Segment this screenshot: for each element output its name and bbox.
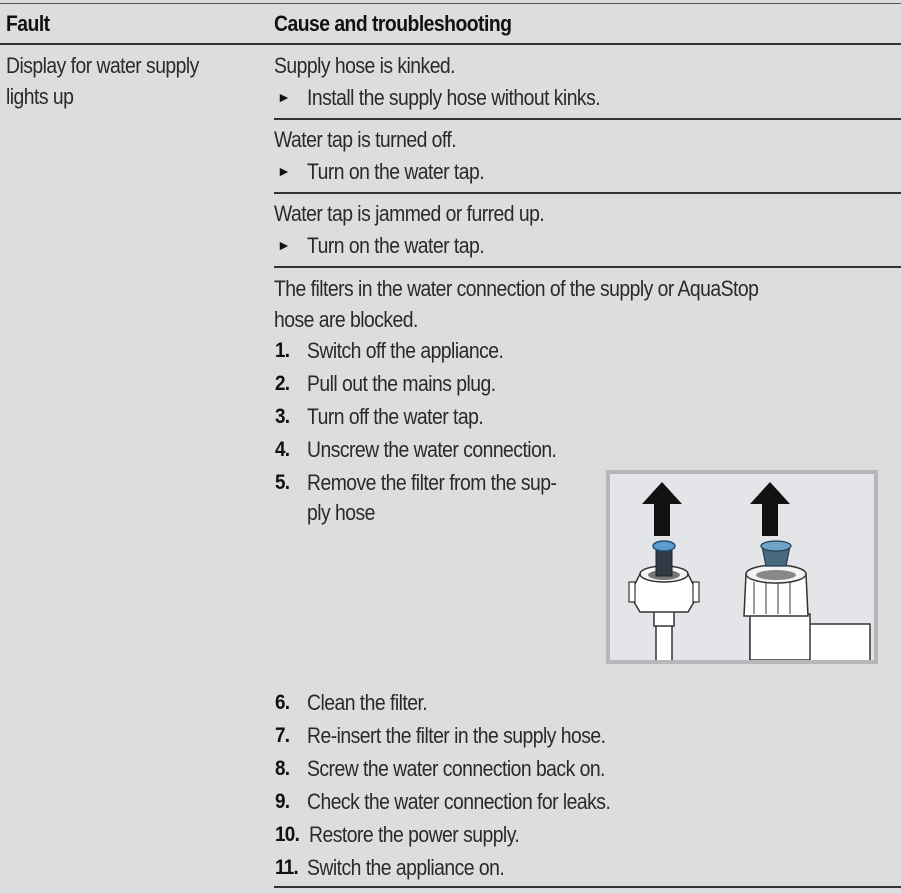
step-number: 1. [275,339,290,362]
step-text: Unscrew the water connection. [307,437,557,462]
bullet-arrow-icon: ► [277,89,291,105]
fault-text-2: lights up [6,84,74,109]
step-number: 7. [275,724,290,747]
cause-4: The filters in the water connection of the supply or AquaStop [274,276,759,301]
table-bottom-rule [274,886,901,888]
cause-3: Water tap is jammed or furred up. [274,201,545,226]
cause-2: Water tap is turned off. [274,127,457,152]
step-number: 5. [275,471,290,494]
step-text: Switch the appliance on. [307,855,505,880]
step-number: 2. [275,372,290,395]
step-number: 9. [275,790,290,813]
step-number: 11. [275,856,299,879]
step-number: 6. [275,691,290,714]
fault-text: Display for water supply [6,53,199,78]
cause-1: Supply hose is kinked. [274,53,456,78]
remedy-2: Turn on the water tap. [307,159,485,184]
step-number: 4. [275,438,290,461]
bullet-arrow-icon: ► [277,237,291,253]
header-fault: Fault [6,11,50,36]
step-number: 8. [275,757,290,780]
filter-removal-illustration [606,470,878,664]
cause-4-line2: hose are blocked. [274,307,418,332]
header-rule [0,43,901,45]
step-number: 10. [275,823,300,846]
step-text: Clean the filter. [307,690,428,715]
step-text: Re-insert the filter in the supply hose. [307,723,606,748]
step-text: Turn off the water tap. [307,404,484,429]
bullet-arrow-icon: ► [277,163,291,179]
step-text: Restore the power supply. [309,822,520,847]
row-rule-3 [274,266,901,268]
step-text-cont: ply hose [307,500,375,525]
step-text: Switch off the appliance. [307,338,504,363]
step-text: Check the water connection for leaks. [307,789,611,814]
remedy-1: Install the supply hose without kinks. [307,85,601,110]
filter-hose-diagram-icon [610,474,874,660]
step-text: Screw the water connection back on. [307,756,605,781]
row-rule-2 [274,192,901,194]
step-text: Remove the filter from the sup- [307,470,557,495]
table-top-rule [0,3,901,4]
step-number: 3. [275,405,290,428]
row-rule-1 [274,118,901,120]
header-cause: Cause and troubleshooting [274,11,512,36]
remedy-3: Turn on the water tap. [307,233,485,258]
step-text: Pull out the mains plug. [307,371,496,396]
